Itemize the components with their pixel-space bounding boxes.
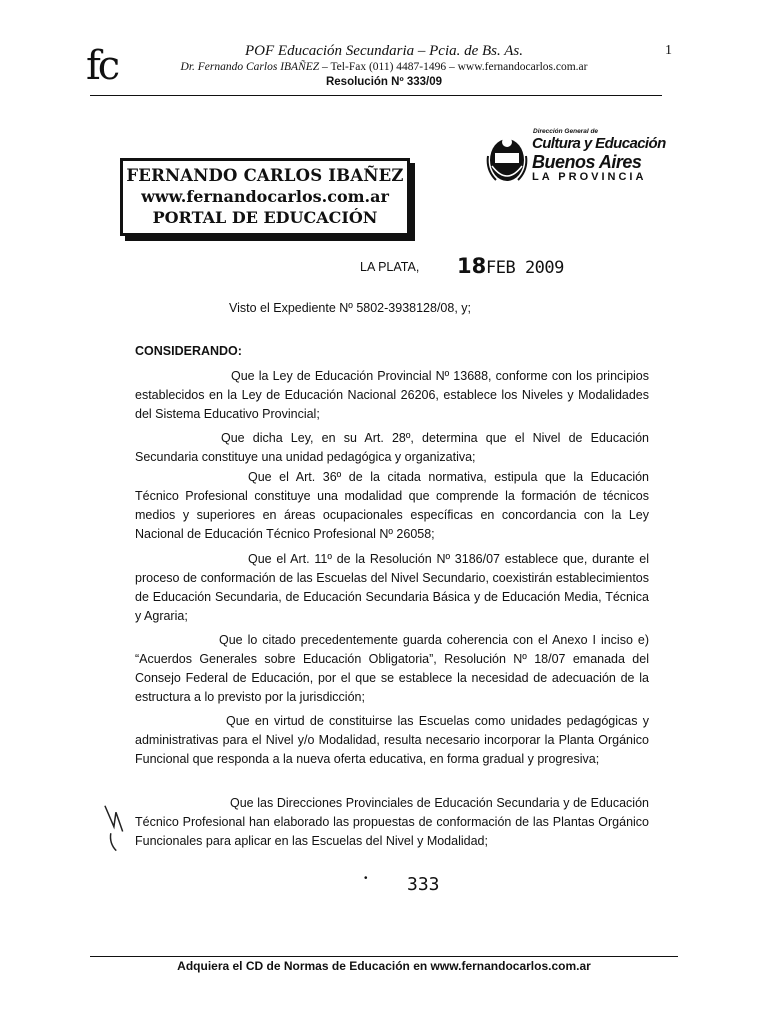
contact-name: Dr. Fernando Carlos IBAÑEZ [180, 61, 320, 73]
header-title: POF Educación Secundaria – Pcia. de Bs. As. [245, 43, 523, 59]
considerando-heading: CONSIDERANDO: [135, 344, 242, 358]
paragraph: Que el Art. 36º de la citada normativa, estipula que la Educación Técnico Profesional constituye una modalidad que comprende la formación de técnicos medios y superiores en áreas ocupacionales específicas en concordancia con la Ley Nacional de Educación Técnico Profesional Nº 26058; [135, 470, 649, 541]
header-resolution: Resolución Nº 333/09 [325, 76, 443, 88]
stamp-line-url: www.fernandocarlos.com.ar [141, 187, 389, 206]
gov-province-label: LA PROVINCIA [532, 171, 647, 183]
paragraph: Que las Direcciones Provinciales de Educación Secundaria y de Educación Técnico Profesional han elaborado las propuestas de conformación de las Plantas Orgánico Funcionales para aplicar en las Escuelas del Nivel y Modalidad; [135, 796, 649, 848]
gov-culture-label: Cultura y Educación [532, 135, 666, 152]
stamp-line-portal: PORTAL DE EDUCACIÓN [152, 208, 378, 227]
gov-buenos-aires-label: Buenos Aires [532, 152, 642, 172]
date-place: LA PLATA, [360, 260, 420, 274]
paragraph: Que la Ley de Educación Provincial Nº 13688, conforme con los principios establecidos en la Ley de Educación Nacional 26206, establece los Niveles y Modalidades del Sistema Educativo Provincial; [135, 369, 649, 421]
header-contact [0, 61, 768, 73]
signature-mark-icon [101, 800, 138, 854]
footer-divider [90, 956, 678, 957]
paragraph: Que lo citado precedentemente guarda coherencia con el Anexo I inciso e) “Acuerdos Generales sobre Educación Obligatoria”, Resolución Nº 18/07 emanada del Consejo Federal de Educación, por el que se establece la necesidad de adecuación de la estructura a lo previsto por la jurisdicción; [135, 633, 649, 704]
date-day: 18 [457, 254, 487, 278]
gov-direction-label: Dirección General de [533, 128, 599, 135]
footer-text: Adquiera el CD de Normas de Educación en www.fernandocarlos.com.ar [177, 959, 591, 973]
header-divider [90, 95, 662, 96]
date-month-year: FEB 2009 [486, 258, 564, 278]
paragraph: Que en virtud de constituirse las Escuelas como unidades pedagógicas y administrativas para el Nivel y/o Modalidad, resulta necesario incorporar la Planta Orgánico Funcional que responda a la nueva oferta educativa, en forma gradual y progresiva; [135, 714, 649, 766]
page-number: 1 [665, 43, 672, 58]
paragraph: Que el Art. 11º de la Resolución Nº 3186/07 establece que, durante el proceso de conformación de las Escuelas del Nivel Secundario, coexistirán establecimientos de Educación Secundaria, de Educación Secundaria Básica y de Educación Media, Técnica y Agraria; [135, 552, 649, 623]
page-stamp-number: 333 [407, 874, 440, 895]
fc-logo: fc [86, 43, 118, 89]
paragraph: Que dicha Ley, en su Art. 28º, determina que el Nivel de Educación Secundaria constituye una unidad pedagógica y organizativa; [135, 431, 649, 464]
dot-mark: • [364, 873, 368, 884]
visto-line: Visto el Expediente Nº 5802-3938128/08, y; [229, 301, 472, 315]
contact-details: – Tel-Fax (011) 4487-1496 – www.fernandocarlos.com.ar [319, 61, 588, 73]
stamp-line-name: FERNANDO CARLOS IBAÑEZ [126, 166, 404, 185]
portal-stamp [120, 158, 410, 236]
province-seal-icon [486, 130, 528, 186]
